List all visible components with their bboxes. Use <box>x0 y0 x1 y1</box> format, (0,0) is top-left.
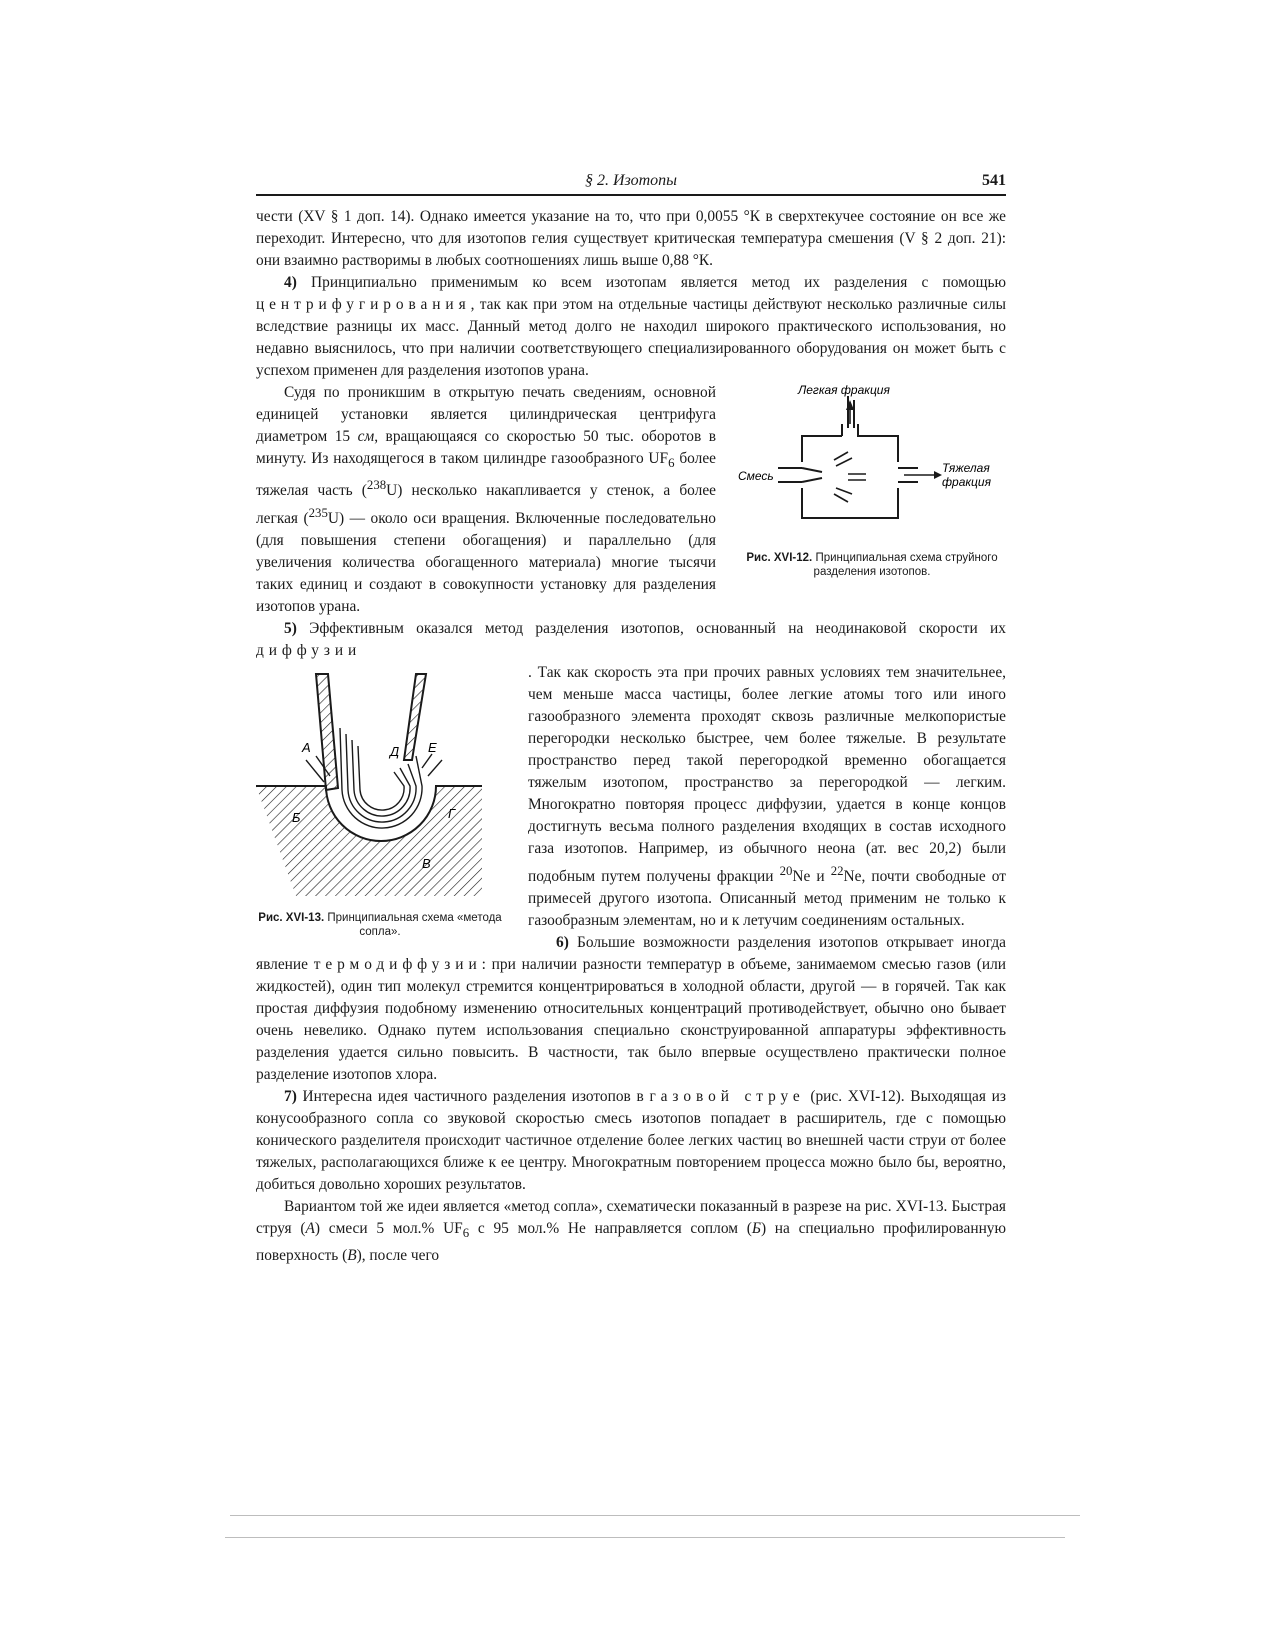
item-number: 7) <box>284 1088 297 1106</box>
paragraph-text: : при наличии разности температур в объеме, занимаемом смесью газов (или жидкостей), один тип молекул стремится концентрироваться в холодной области, другой — в горячей. Так как простая диффузия подобному изменению относительных концентраций противодействует, обычно оно бывает очень невелико. Однако путем использования специально сконструированной аппаратуры эффективность разделения удается сильно повысить. В частности, так было впервые осуществлено практически полное разделение изотопов хлора. <box>256 956 1006 1084</box>
paragraph-text: U) — около оси вращения. Включенные последовательно (для повышения степени обогащения) и параллельно (для увеличения количества обогащенного материала) многие тысячи таких единиц и создают в совокупности установку для разделения изотопов урана. <box>256 510 716 616</box>
paragraph-text: более тяжелая часть ( <box>256 450 717 500</box>
paragraph-text: Принципиально применимым ко всем изотопам является метод их разделения с помощью <box>311 274 1006 291</box>
superscript: 235 <box>308 506 328 521</box>
unit: см <box>357 428 375 445</box>
page-number: 541 <box>982 172 1006 189</box>
subscript: 6 <box>462 1226 470 1241</box>
label-g: Г <box>448 806 456 822</box>
caption-number: Рис. XVI-13. <box>258 912 325 925</box>
label-heavy-2: фракция <box>942 475 991 489</box>
paragraph-text: чести (XV § 1 доп. 14). Однако имеется указание на то, что при 0,0055 °К в сверхтекучее состояние он все же переходит. Интересно, что для изотопов гелия существует критическая температура смешения (V § 2 доп. 21): они взаимно растворимы в любых соотношениях лишь выше 0,88 °К. <box>256 208 1006 269</box>
paragraph-text: с 95 мол.% Не направляется соплом ( <box>469 1220 752 1238</box>
paragraph-text: ) смеси 5 мол.% UF <box>314 1220 463 1238</box>
caption-number: Рис. XVI-12. <box>746 552 813 564</box>
superscript: 238 <box>366 478 387 493</box>
item-number: 5) <box>284 620 297 638</box>
paragraph-nozzle <box>256 1196 1006 1266</box>
paragraph-continuation <box>256 206 1006 272</box>
section-title: § 2. Изотопы <box>585 172 677 189</box>
paragraph-text: Эффективным оказался метод разделения изотопов, основанный на неодинаковой скорости их <box>309 620 1006 638</box>
paragraph-centrifuge <box>256 272 1006 382</box>
paragraph-text: Интересна идея частичного разделения изотопов в <box>302 1088 644 1106</box>
paragraph-text: , вращающаяся со скоростью 50 тыс. оборотов в минуту. Из находящегося в таком цилиндре газообразного UF <box>256 428 716 467</box>
jet-separation-diagram <box>738 384 1006 544</box>
label-light-fraction: Легкая фракция <box>798 384 890 397</box>
paragraph-text: Судя по проникшим в открытую печать сведениям, основной единицей установки является цилиндрическая центрифуга диаметром 15 <box>256 384 716 445</box>
paragraph-text: Большие возможности разделения изотопов открывает иногда явление <box>256 934 1006 974</box>
subscript: 6 <box>668 456 675 471</box>
paragraph-text: . Так как скорость эта при прочих равных условиях тем значительнее, чем меньше масса частицы, более легкие атомы того или иного газообразного элемента проходят сквозь различные мелкопористые перегородки несколько быстрее, чем более тяжелые. В результате пространство перед такой перегородкой временно обогащается тяжелым изотопом, пространство за перегородкой — легким. Многократно повторяя процесс диффузии, удается в конце концов достигнуть весьма полного разделения входящих в состав исходного газа изотопов. Например, из обычного неона (ат. вес 20,2) были подобным путем получены фракции <box>528 664 1006 886</box>
superscript: 22 <box>830 864 844 879</box>
scan-edge-line <box>230 1515 1080 1516</box>
emphasized-term: центрифугирования <box>256 296 471 313</box>
label-e: Е <box>428 740 437 756</box>
paragraph-text: ), после чего <box>356 1246 440 1264</box>
label-d: Д <box>390 744 400 760</box>
figure-xvi-12 <box>738 384 1006 579</box>
emphasized-term: газовой струе <box>649 1088 805 1106</box>
figure-caption <box>738 551 1006 579</box>
item-number: 6) <box>556 934 569 952</box>
caption-text: Принципиальная схема струйного разделения изотопов. <box>813 552 998 578</box>
label-v: В <box>422 856 431 872</box>
letter-ref: А <box>305 1220 315 1238</box>
paragraph-gas-jet <box>256 1086 1006 1196</box>
paragraph-text: ) на специально профилированную поверхность ( <box>256 1220 1006 1264</box>
letter-ref: В <box>347 1246 357 1264</box>
paragraph-diffusion <box>256 618 1006 662</box>
label-b: Б <box>292 810 301 826</box>
paragraph-text: Ne, почти свободные от примесей другого изотопа. Описанный метод применим не только к газообразным элементам, но и к летучим соединениям остальных. <box>528 868 1006 930</box>
figure-xvi-13 <box>256 668 504 939</box>
figure-caption <box>256 911 504 939</box>
emphasized-term: термодиффузии <box>313 956 482 974</box>
paragraph-text: , так как при этом на отдельные частицы действуют несколько различные силы вследствие разницы их масс. Данный метод долго не находил широкого практического использования, но недавно выяснилось, что при наличии соответствующего специализированного оборудования он может быть с успехом применен для разделения изотопов урана. <box>256 296 1006 379</box>
scan-edge-line <box>225 1537 1065 1538</box>
caption-text: Принципиальная схема «метода сопла». <box>327 912 502 939</box>
label-mixture: Смесь <box>738 469 774 483</box>
paragraph-thermodiffusion <box>256 932 1006 1086</box>
label-a: А <box>302 740 311 756</box>
running-header <box>256 168 1006 196</box>
nozzle-method-diagram <box>256 668 504 904</box>
paragraph-text: U) несколько накапливается у стенок, а более легкая ( <box>256 482 716 528</box>
label-heavy-1: Тяжелая <box>942 461 990 475</box>
item-number: 4) <box>284 274 297 291</box>
letter-ref: Б <box>751 1220 761 1238</box>
paragraph-text: (рис. XVI-12). Выходящая из конусообразного сопла со звуковой скоростью смесь изотопов попадает в расширитель, где с помощью конического разделителя происходит частичное отделение более легких частиц во внешней части струи от более тяжелых, располагающихся ближе к ее центру. Многократным повторением процесса можно было бы, вероятно, добиться довольно хороших результатов. <box>256 1088 1006 1194</box>
book-page <box>256 168 1006 1267</box>
emphasized-term: диффузии <box>256 642 362 660</box>
paragraph-text: Ne и <box>792 868 831 886</box>
superscript: 20 <box>779 864 793 879</box>
paragraph-text: Вариантом той же идеи является «метод сопла», схематически показанный в разрезе на рис. XVI-13. Быстрая струя ( <box>256 1198 1006 1238</box>
